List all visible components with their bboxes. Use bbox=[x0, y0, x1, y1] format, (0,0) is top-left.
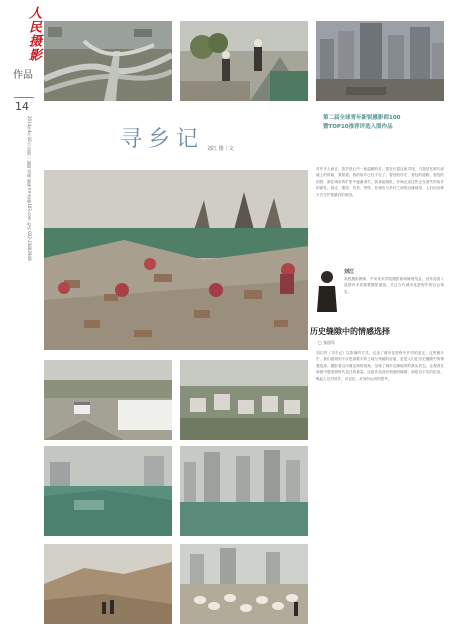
essay-author: □ 张国军 bbox=[318, 340, 336, 345]
photographer-bio: 高校摄影教师，中央美术学院摄影系研修班结业。其作品曾入选国内多项重要摄影展览，关注当代城市化进程中的社会现实。 bbox=[344, 277, 444, 294]
award-line-1: 第二届全球青年新锐摄影师100 bbox=[323, 115, 401, 121]
workers-on-rubble-photo bbox=[180, 21, 308, 101]
section-label: 作品 bbox=[13, 70, 33, 81]
award-line-2: 暨TOP10推荐评选入围作品 bbox=[323, 124, 393, 130]
photographer-name: 刘江 bbox=[344, 269, 355, 275]
tomb-field-photo bbox=[180, 360, 308, 440]
highrise-lot-photo bbox=[180, 446, 308, 536]
page-number: 14 bbox=[15, 100, 29, 113]
essay-body: 刘江的《寻乡记》以影像的方式，记录了城市化进程中乡村的变迁。这些照片中，我们看到的不仅是被推平的土地与残破的房屋，更是人们在历史缝隙中的情感选择。摄影者以冷静克制的视角，呈现了城市边缘地带的真实状态，让观者在画面中感受到时代变迁的重量。这组作品没有刻意的煽情，而是以平实的纪录，唤起人们对故乡、对记忆、对身份认同的思考。 bbox=[316, 351, 444, 381]
green-net-field-photo bbox=[44, 446, 172, 536]
city-highrise-photo bbox=[316, 21, 444, 101]
article-byline: 刘江 图｜文 bbox=[207, 146, 234, 152]
article-title: 寻乡记 bbox=[120, 127, 205, 152]
canyon-walkers-photo bbox=[44, 544, 172, 624]
masthead-logo: 人民摄影 bbox=[26, 6, 41, 62]
sheep-flock-photo bbox=[180, 544, 308, 624]
intro-text: 对许多人而言，故乡是心中一座温暖的灯。我在长春这座寻找，当我站在那片废墟上的时候，我知道，我的故乡已经不在了。曾经的村庄、曾经的道路、曾经的田野，都在城市的扩张中逐渐消失。我拿起相机，开始记录这些正在消失的故乡的面孔。拆迁、建设、荒芜、等待，在城市与乡村之间的边缘地带，人们用各种方式守护着最后的家园。 bbox=[316, 167, 444, 197]
award-note bbox=[323, 114, 433, 132]
publication-info: 2014年4月16日 星期三 编辑 刘瑾 邮箱 lrmsy@163.com 电话 022-23602949 bbox=[27, 116, 32, 261]
photographer-portrait bbox=[315, 268, 339, 312]
wasteland-building-photo bbox=[44, 360, 172, 440]
highway-interchange-photo bbox=[44, 21, 172, 101]
essay-headline: 历史缝隙中的情感选择 bbox=[310, 327, 390, 336]
masthead-divider bbox=[14, 97, 34, 98]
demolition-women-photo bbox=[44, 170, 308, 350]
